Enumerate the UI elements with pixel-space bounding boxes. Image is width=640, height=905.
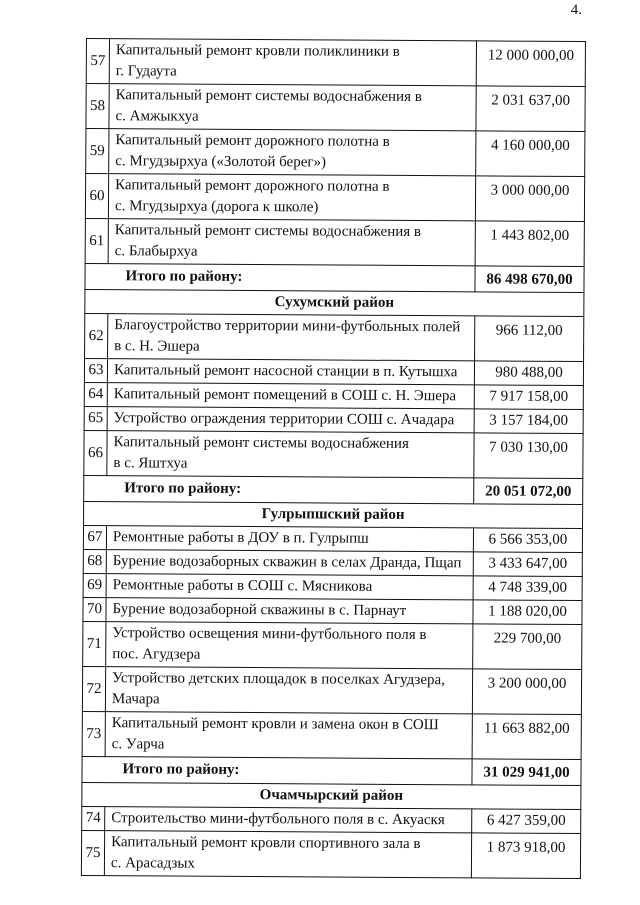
row-description	[107, 383, 474, 409]
description-line-1: Устройство ограждения территории СОШ с. Ачадара	[113, 410, 455, 429]
district-header-row	[85, 289, 584, 316]
row-amount: 1 443 802,00	[475, 221, 584, 267]
row-number: 74	[82, 806, 105, 830]
table-row	[83, 549, 582, 576]
table-row	[86, 129, 585, 177]
district-total-label: Итого по району:	[82, 756, 472, 784]
description-line-1: Ремонтные работы в ДОУ в п. Гулрыпш	[112, 529, 369, 547]
row-amount: 3 157 184,00	[474, 409, 583, 434]
row-number: 58	[86, 84, 109, 129]
table-row	[82, 666, 581, 714]
row-description	[106, 550, 473, 576]
document-sheet	[81, 38, 586, 879]
row-description	[106, 574, 473, 600]
row-description	[106, 622, 473, 669]
row-number: 65	[84, 406, 107, 430]
district-total-row	[84, 475, 583, 504]
description-line-1: Бурение водозаборных скважин в селах Дранда, Пщап	[112, 553, 462, 572]
district-total-label: Итого по району:	[84, 475, 474, 503]
row-number: 66	[84, 430, 107, 475]
table-row	[82, 806, 581, 833]
row-description	[107, 407, 474, 433]
row-number: 63	[84, 358, 107, 382]
description-line-1: Капитальный ремонт помещений в СОШ с. Н. Эшера	[113, 386, 457, 405]
row-number: 73	[82, 711, 105, 756]
description-line-1: Капитальный ремонт кровли поликлиники в	[115, 42, 400, 60]
description-line-2: с. Амжыкхуа	[115, 108, 199, 125]
table-row	[81, 830, 580, 878]
district-header: Гулрыпшский район	[84, 501, 583, 528]
row-description	[107, 359, 474, 385]
row-amount: 7 030 130,00	[474, 433, 583, 479]
row-description	[107, 431, 474, 478]
row-description	[106, 598, 473, 624]
table-row	[85, 313, 584, 361]
row-description	[105, 667, 472, 714]
description-line-1: Капитальный ремонт кровли спортивного зала в	[111, 834, 421, 853]
row-number: 64	[84, 382, 107, 406]
row-number: 75	[81, 830, 104, 875]
projects-table	[81, 38, 586, 879]
table-row	[84, 358, 583, 385]
row-amount: 3 000 000,00	[475, 176, 584, 222]
row-number: 67	[83, 525, 106, 549]
row-amount: 4 160 000,00	[476, 131, 585, 177]
description-line-1: Благоустройство территории мини-футбольных полей	[114, 317, 461, 336]
row-number: 57	[86, 39, 109, 84]
row-amount: 11 663 882,00	[472, 714, 581, 760]
description-line-2: в с. Н. Эшера	[114, 338, 200, 355]
row-description	[105, 712, 472, 759]
description-line-2: с. Арасадзых	[110, 855, 195, 872]
table-row	[83, 621, 582, 669]
district-total-label: Итого по району:	[85, 263, 475, 291]
row-number: 70	[83, 597, 106, 621]
row-amount: 1 188 020,00	[473, 600, 582, 625]
district-total-row	[82, 756, 581, 785]
row-description	[108, 314, 475, 361]
table-row	[83, 525, 582, 552]
description-line-2: г. Гудаута	[115, 63, 177, 80]
description-line-2: с. Мгудзырхуа («Золотой берег»)	[115, 153, 327, 171]
description-line-1: Бурение водозаборной скважины в с. Парнаут	[112, 601, 407, 619]
table-row	[86, 84, 585, 132]
district-total-amount: 86 498 670,00	[475, 266, 584, 293]
row-amount: 2 031 637,00	[476, 86, 585, 132]
row-amount: 966 112,00	[475, 316, 584, 362]
table-row	[82, 711, 581, 759]
description-line-2: Мачара	[111, 691, 160, 708]
row-number: 69	[83, 573, 106, 597]
row-description	[105, 807, 472, 833]
row-number: 62	[85, 313, 108, 358]
description-line-1: Капитальный ремонт системы водоснабжения в	[115, 87, 422, 106]
row-description	[106, 526, 473, 552]
table-row	[84, 430, 583, 478]
row-description	[109, 39, 476, 86]
description-line-1: Капитальный ремонт насосной станции в п. Кутышха	[113, 362, 458, 381]
description-line-1: Капитальный ремонт дорожного полотна в	[115, 177, 390, 195]
district-header-row	[82, 782, 581, 809]
table-row	[85, 218, 584, 266]
district-header: Сухумский район	[85, 289, 584, 316]
row-amount: 229 700,00	[473, 624, 582, 670]
row-amount: 3 200 000,00	[472, 669, 581, 715]
table-row	[83, 573, 582, 600]
description-line-1: Капитальный ремонт кровли и замена окон в СОШ	[111, 715, 439, 734]
row-description	[108, 174, 475, 221]
description-line-2: с. Блабырхуа	[114, 243, 198, 260]
table-row	[84, 406, 583, 433]
description-line-1: Устройство освещения мини-футбольного поля в	[112, 625, 427, 644]
row-description	[108, 219, 475, 266]
row-number: 59	[86, 129, 109, 174]
projects-table-body	[81, 39, 585, 879]
row-description	[104, 831, 471, 878]
row-amount: 3 433 647,00	[473, 552, 582, 577]
district-header-row	[84, 501, 583, 528]
district-total-amount: 31 029 941,00	[472, 759, 581, 786]
table-row	[84, 382, 583, 409]
description-line-2: с. Мгудзырхуа (дорога к школе)	[114, 198, 319, 216]
page-number: 4.	[570, 2, 582, 18]
row-number: 71	[83, 621, 106, 666]
table-row	[86, 39, 585, 87]
row-amount: 7 917 158,00	[474, 385, 583, 410]
description-line-2: пос. Агудзера	[112, 646, 201, 663]
description-line-1: Строительство мини-футбольного поля в с. Акуаскя	[111, 810, 445, 829]
row-description	[109, 84, 476, 131]
row-amount: 4 748 339,00	[473, 576, 582, 601]
description-line-1: Капитальный ремонт системы водоснабжения в	[114, 222, 422, 241]
description-line-1: Устройство детских площадок в поселках Агудзера,	[112, 670, 445, 689]
row-amount: 6 566 353,00	[473, 528, 582, 553]
district-total-row	[85, 263, 584, 292]
description-line-2: с. Уарча	[111, 736, 165, 753]
row-amount: 12 000 000,00	[476, 41, 585, 87]
table-row	[85, 174, 584, 222]
row-number: 60	[85, 174, 108, 219]
row-amount: 1 873 918,00	[471, 833, 580, 879]
row-number: 61	[85, 218, 108, 263]
district-header: Очамчырский район	[82, 782, 581, 809]
description-line-1: Капитальный ремонт системы водоснабжения	[113, 434, 409, 452]
description-line-2: в с. Яштхуа	[113, 455, 188, 472]
row-number: 72	[82, 666, 105, 711]
district-total-amount: 20 051 072,00	[474, 478, 583, 505]
row-description	[109, 129, 476, 176]
row-amount: 6 427 359,00	[472, 809, 581, 834]
description-line-1: Ремонтные работы в СОШ с. Мясникова	[112, 577, 373, 595]
row-amount: 980 488,00	[474, 361, 583, 386]
row-number: 68	[83, 549, 106, 573]
description-line-1: Капитальный ремонт дорожного полотна в	[115, 132, 390, 150]
table-row	[83, 597, 582, 624]
